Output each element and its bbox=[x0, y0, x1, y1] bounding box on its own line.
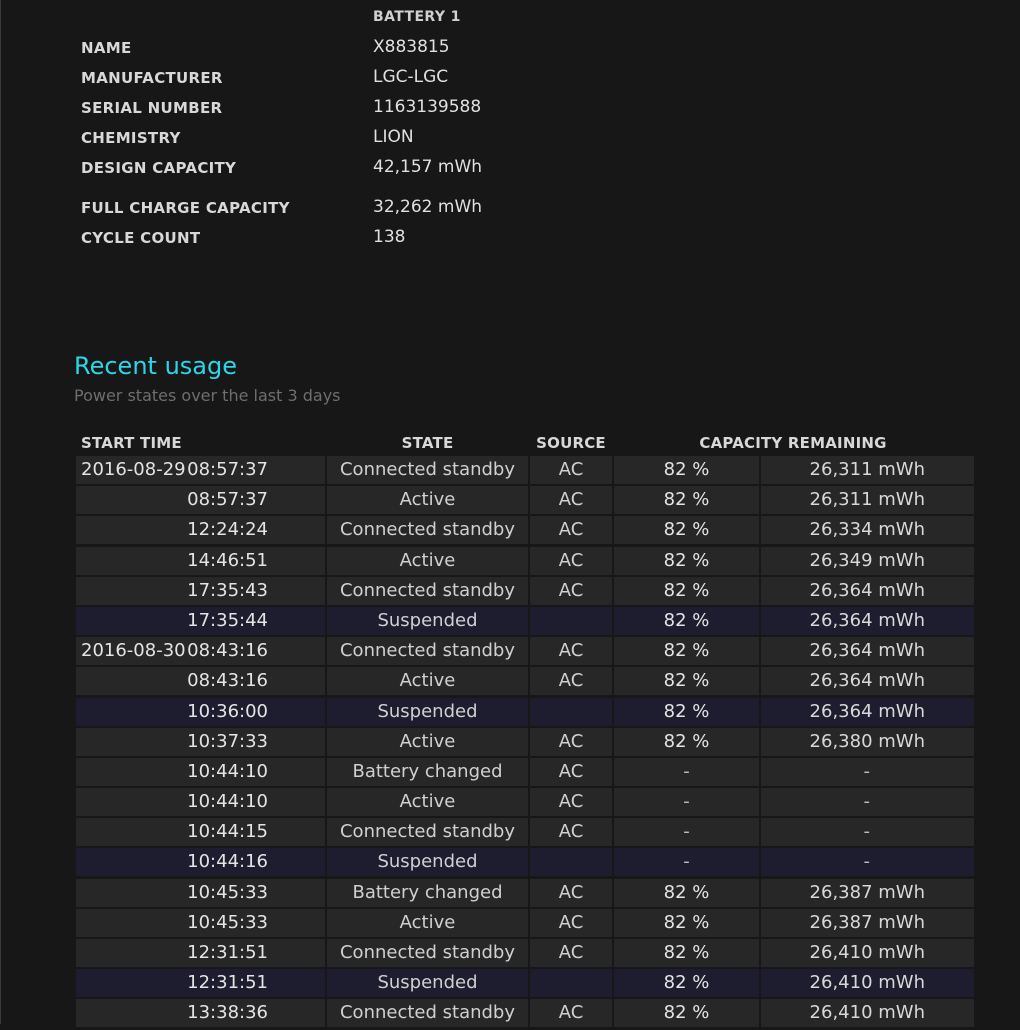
state-cell: Suspended bbox=[327, 698, 528, 726]
battery-row-full-charge-capacity bbox=[81, 197, 681, 221]
battery-key: CYCLE COUNT bbox=[81, 229, 201, 247]
capacity-percent-cell: - bbox=[614, 818, 759, 846]
state-cell: Active bbox=[327, 788, 528, 816]
page-left-border bbox=[0, 0, 1, 1024]
capacity-mwh-cell bbox=[761, 456, 974, 484]
capacity-mwh-cell bbox=[761, 667, 974, 695]
capacity-percent-cell: 82 % bbox=[614, 969, 759, 997]
table-row bbox=[76, 909, 974, 939]
state-cell: Connected standby bbox=[327, 637, 528, 665]
capacity-mwh-value: 26,364 mWh bbox=[809, 670, 925, 692]
start-time-cell bbox=[76, 486, 325, 514]
start-date: 2016-08-30 bbox=[81, 640, 186, 662]
source-cell: AC bbox=[530, 728, 612, 756]
capacity-mwh-cell bbox=[761, 848, 974, 876]
start-time: 17:35:44 bbox=[187, 609, 268, 631]
column-header-source: SOURCE bbox=[536, 434, 606, 452]
battery-key: FULL CHARGE CAPACITY bbox=[81, 199, 290, 217]
source-cell: AC bbox=[530, 486, 612, 514]
capacity-mwh-value: 26,410 mWh bbox=[809, 1002, 925, 1024]
battery-key: SERIAL NUMBER bbox=[81, 99, 223, 117]
capacity-mwh-cell bbox=[761, 758, 974, 786]
battery-value: 32,262 mWh bbox=[373, 197, 483, 217]
source-cell bbox=[530, 607, 612, 635]
capacity-mwh-cell bbox=[761, 939, 974, 967]
source-cell: AC bbox=[530, 909, 612, 937]
battery-value: 1163139588 bbox=[373, 97, 482, 117]
source-cell: AC bbox=[530, 637, 612, 665]
start-time: 10:36:00 bbox=[187, 700, 268, 722]
table-row bbox=[76, 516, 974, 546]
start-time-cell bbox=[76, 879, 325, 907]
start-time: 10:44:10 bbox=[187, 791, 268, 813]
table-row bbox=[76, 547, 974, 577]
source-cell: AC bbox=[530, 547, 612, 575]
start-time: 10:44:15 bbox=[187, 821, 268, 843]
source-cell: AC bbox=[530, 577, 612, 605]
state-cell: Connected standby bbox=[327, 516, 528, 544]
capacity-mwh-value: 26,380 mWh bbox=[809, 730, 925, 752]
capacity-mwh-value: 26,410 mWh bbox=[809, 942, 925, 963]
start-time-cell bbox=[76, 516, 325, 544]
source-cell: AC bbox=[530, 999, 612, 1027]
table-row bbox=[76, 999, 974, 1029]
battery-key: NAME bbox=[81, 39, 132, 57]
table-row bbox=[76, 577, 974, 607]
start-time: 08:43:16 bbox=[187, 640, 268, 662]
capacity-percent-cell: 82 % bbox=[614, 879, 759, 907]
battery-row-name bbox=[81, 37, 681, 61]
capacity-percent-cell: - bbox=[614, 788, 759, 816]
capacity-percent-cell: 82 % bbox=[614, 999, 759, 1027]
start-time-cell bbox=[76, 999, 325, 1027]
battery-key: DESIGN CAPACITY bbox=[81, 159, 237, 177]
start-time-cell bbox=[76, 456, 325, 484]
source-cell: AC bbox=[530, 818, 612, 846]
state-cell: Connected standby bbox=[327, 818, 528, 846]
state-cell: Connected standby bbox=[327, 456, 528, 484]
source-cell bbox=[530, 969, 612, 997]
capacity-percent-cell: 82 % bbox=[614, 577, 759, 605]
column-header-capacity-remaining: CAPACITY REMAINING bbox=[699, 434, 887, 452]
table-row bbox=[76, 698, 974, 728]
battery-row-cycle-count bbox=[81, 227, 681, 251]
capacity-mwh-cell bbox=[761, 969, 974, 997]
start-time-cell bbox=[76, 818, 325, 846]
capacity-mwh-value: 26,364 mWh bbox=[809, 640, 925, 662]
capacity-percent-cell: 82 % bbox=[614, 909, 759, 937]
capacity-percent-cell: - bbox=[614, 758, 759, 786]
capacity-mwh-cell bbox=[761, 728, 974, 756]
state-cell: Suspended bbox=[327, 848, 528, 876]
start-time: 10:37:33 bbox=[187, 730, 268, 752]
capacity-mwh-value: 26,364 mWh bbox=[809, 579, 925, 601]
state-cell: Active bbox=[327, 667, 528, 695]
state-cell: Battery changed bbox=[327, 879, 528, 907]
start-time-cell bbox=[76, 547, 325, 575]
start-time: 17:35:43 bbox=[187, 579, 268, 601]
capacity-mwh-value: 26,410 mWh bbox=[809, 972, 925, 994]
battery-value: LGC-LGC bbox=[373, 67, 449, 87]
capacity-percent-cell: 82 % bbox=[614, 698, 759, 726]
table-row bbox=[76, 788, 974, 818]
start-time: 14:46:51 bbox=[187, 549, 268, 571]
source-cell: AC bbox=[530, 516, 612, 544]
battery-row-manufacturer bbox=[81, 67, 681, 91]
table-row bbox=[76, 758, 974, 788]
column-header-state: STATE bbox=[401, 434, 454, 452]
capacity-mwh-value: 26,364 mWh bbox=[809, 700, 925, 722]
start-time-cell bbox=[76, 939, 325, 967]
start-time-cell bbox=[76, 698, 325, 726]
battery-row-design-capacity bbox=[81, 157, 681, 181]
start-time: 08:43:16 bbox=[187, 670, 268, 692]
table-row bbox=[76, 939, 974, 969]
start-time: 10:45:33 bbox=[187, 881, 268, 903]
capacity-mwh-cell bbox=[761, 788, 974, 816]
source-cell bbox=[530, 848, 612, 876]
recent-usage-subtitle: Power states over the last 3 days bbox=[74, 386, 341, 405]
source-cell: AC bbox=[530, 879, 612, 907]
capacity-mwh-value: - bbox=[863, 791, 870, 813]
table-row bbox=[76, 667, 974, 697]
start-time-cell bbox=[76, 577, 325, 605]
start-time-cell bbox=[76, 728, 325, 756]
source-cell: AC bbox=[530, 456, 612, 484]
table-row bbox=[76, 969, 974, 999]
capacity-percent-cell: 82 % bbox=[614, 456, 759, 484]
start-time-cell bbox=[76, 909, 325, 937]
column-header-start-time: START TIME bbox=[81, 434, 182, 452]
start-time: 10:44:16 bbox=[187, 851, 268, 873]
source-cell: AC bbox=[530, 758, 612, 786]
capacity-percent-cell: 82 % bbox=[614, 607, 759, 635]
start-time: 12:24:24 bbox=[187, 519, 268, 541]
capacity-mwh-value: 26,334 mWh bbox=[809, 519, 925, 541]
battery-key: MANUFACTURER bbox=[81, 69, 223, 87]
table-row bbox=[76, 879, 974, 909]
table-row bbox=[76, 728, 974, 758]
start-time: 08:57:37 bbox=[187, 489, 268, 511]
capacity-mwh-value: - bbox=[863, 760, 870, 782]
state-cell: Active bbox=[327, 909, 528, 937]
capacity-percent-cell: - bbox=[614, 848, 759, 876]
capacity-mwh-cell bbox=[761, 818, 974, 846]
start-time-cell bbox=[76, 607, 325, 635]
start-time: 12:31:51 bbox=[187, 942, 268, 963]
capacity-mwh-value: - bbox=[863, 821, 870, 843]
capacity-mwh-cell bbox=[761, 607, 974, 635]
start-time-cell bbox=[76, 637, 325, 665]
battery-value: LION bbox=[373, 127, 414, 147]
battery-key: CHEMISTRY bbox=[81, 129, 181, 147]
state-cell: Battery changed bbox=[327, 758, 528, 786]
source-cell: AC bbox=[530, 788, 612, 816]
start-time: 08:57:37 bbox=[187, 459, 268, 480]
capacity-mwh-cell bbox=[761, 637, 974, 665]
capacity-percent-cell: 82 % bbox=[614, 728, 759, 756]
capacity-percent-cell: 82 % bbox=[614, 486, 759, 514]
capacity-percent-cell: 82 % bbox=[614, 516, 759, 544]
capacity-mwh-cell bbox=[761, 516, 974, 544]
start-time: 10:44:10 bbox=[187, 760, 268, 782]
capacity-percent-cell: 82 % bbox=[614, 667, 759, 695]
start-time: 10:45:33 bbox=[187, 911, 268, 933]
state-cell: Suspended bbox=[327, 607, 528, 635]
capacity-mwh-value: 26,311 mWh bbox=[809, 459, 925, 480]
battery-value: 42,157 mWh bbox=[373, 157, 483, 177]
table-row bbox=[76, 637, 974, 667]
start-time-cell bbox=[76, 788, 325, 816]
state-cell: Suspended bbox=[327, 969, 528, 997]
start-time-cell bbox=[76, 848, 325, 876]
start-time-cell bbox=[76, 667, 325, 695]
capacity-mwh-cell bbox=[761, 879, 974, 907]
table-row bbox=[76, 818, 974, 848]
capacity-mwh-value: 26,387 mWh bbox=[809, 881, 925, 903]
table-body bbox=[76, 456, 974, 1030]
capacity-mwh-value: 26,349 mWh bbox=[809, 549, 925, 571]
capacity-mwh-cell bbox=[761, 999, 974, 1027]
table-row bbox=[76, 607, 974, 637]
state-cell: Connected standby bbox=[327, 577, 528, 605]
state-cell: Active bbox=[327, 728, 528, 756]
battery-value: 138 bbox=[373, 227, 406, 247]
capacity-percent-cell: 82 % bbox=[614, 637, 759, 665]
state-cell: Connected standby bbox=[327, 999, 528, 1027]
recent-usage-table bbox=[76, 432, 974, 1030]
capacity-mwh-value: 26,364 mWh bbox=[809, 609, 925, 631]
capacity-mwh-cell bbox=[761, 547, 974, 575]
table-row bbox=[76, 848, 974, 878]
source-cell: AC bbox=[530, 939, 612, 967]
battery-column-header: BATTERY 1 bbox=[373, 9, 461, 25]
state-cell: Active bbox=[327, 486, 528, 514]
battery-row-chemistry bbox=[81, 127, 681, 151]
capacity-percent-cell: 82 % bbox=[614, 547, 759, 575]
capacity-mwh-value: - bbox=[863, 851, 870, 873]
capacity-mwh-cell bbox=[761, 698, 974, 726]
battery-row-serial-number bbox=[81, 97, 681, 121]
table-row bbox=[76, 486, 974, 516]
start-time-cell bbox=[76, 969, 325, 997]
capacity-mwh-value: 26,311 mWh bbox=[809, 489, 925, 511]
start-date: 2016-08-29 bbox=[81, 459, 186, 480]
start-time-cell bbox=[76, 758, 325, 786]
start-time: 12:31:51 bbox=[187, 972, 268, 994]
source-cell bbox=[530, 698, 612, 726]
capacity-mwh-cell bbox=[761, 909, 974, 937]
recent-usage-title: Recent usage bbox=[74, 352, 237, 380]
table-row bbox=[76, 456, 974, 486]
battery-value: X883815 bbox=[373, 37, 450, 57]
source-cell: AC bbox=[530, 667, 612, 695]
state-cell: Connected standby bbox=[327, 939, 528, 967]
capacity-percent-cell: 82 % bbox=[614, 939, 759, 967]
capacity-mwh-cell bbox=[761, 577, 974, 605]
start-time: 13:38:36 bbox=[187, 1002, 268, 1024]
capacity-mwh-value: 26,387 mWh bbox=[809, 911, 925, 933]
table-header bbox=[76, 432, 974, 456]
state-cell: Active bbox=[327, 547, 528, 575]
capacity-mwh-cell bbox=[761, 486, 974, 514]
